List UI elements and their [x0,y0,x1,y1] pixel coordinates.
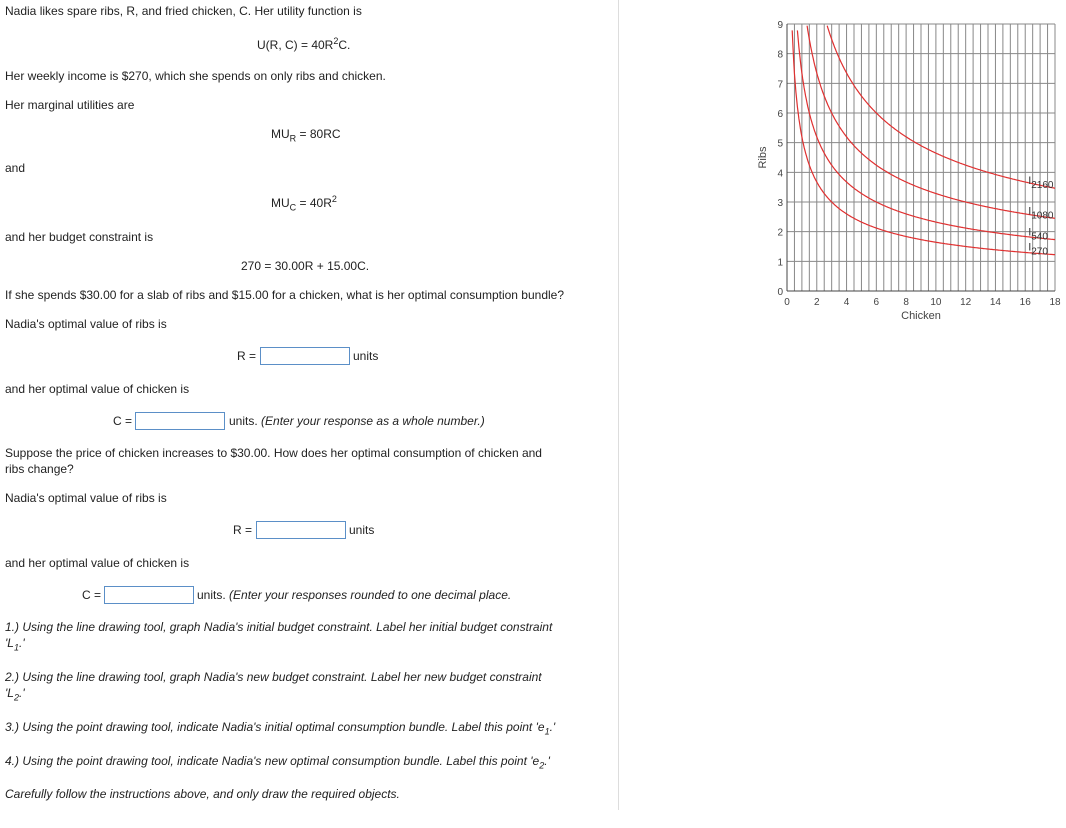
c-label-1: C = [113,414,133,428]
panel-divider [618,0,619,810]
question-2-line-2: ribs change? [5,462,74,476]
ribs-prompt-2: Nadia's optimal value of ribs is [5,491,167,505]
step-4: 4.) Using the point drawing tool, indicate Nadia's new optimal consumption bundle. Label this point '$e_2$.' [5,754,550,771]
budget-equation: 270 = 30.00R + 15.00C. [241,259,370,273]
step-1-line-2: '$L_1$.' [5,636,25,653]
y-tick-label: 0 [777,287,783,298]
question-2-line-1: Suppose the price of chicken increases to $30.00. How does her optimal consumption of chicken and [5,446,542,460]
mu-r-equation: $MU_R = 80RC$ [271,127,341,144]
y-tick-label: 1 [777,257,783,269]
x-tick-label: 2 [813,297,820,308]
y-tick-label: 2 [777,227,783,239]
curve-label-2160: I2160 [1028,175,1054,192]
y-axis-label: Ribs [757,146,769,169]
utility-equation: U(R, $C) = 40R^2C$. [257,36,351,52]
x-tick-label: 12 [960,297,972,308]
question-1: If she spends $30.00 for a slab of ribs and $15.00 for a chicken, what is her optimal consumption bundle? [5,288,565,302]
and-text: and [5,161,26,175]
x-tick-label: 10 [930,297,942,308]
income-text: Her weekly income is $270, which she spends on only ribs and chicken. [5,69,386,83]
x-tick-label: 4 [843,297,850,308]
x-tick-label: 8 [903,297,909,308]
chicken-prompt-1: and her optimal value of chicken is [5,382,190,396]
budget-intro-text: and her budget constraint is [5,230,154,244]
chicken-answer-2[interactable] [104,586,194,604]
units-hint-1: units. (Enter your response as a whole number.) [229,414,485,428]
step-2-line-1: 2.) Using the line drawing tool, graph Nadia's new budget constraint. Label her new budget constraint [5,670,542,684]
x-tick-label: 16 [1019,297,1031,308]
y-tick-label: 9 [777,20,783,31]
curve-label-1080: I1080 [1028,205,1054,222]
units-hint-2: units. (Enter your responses rounded to one decimal place. [197,588,512,602]
x-tick-label: 14 [989,297,1002,308]
y-tick-label: 4 [777,168,783,180]
y-tick-label: 5 [777,138,783,150]
mu-c-equation: $MU_C = 40R^2$ [271,194,337,213]
ribs-answer-1[interactable] [260,347,350,365]
y-tick-label: 7 [777,79,783,91]
curve-label-540: I540 [1028,226,1048,243]
units-label-1: units [353,349,379,363]
r-label-1: R = [237,349,257,363]
chicken-prompt-2: and her optimal value of chicken is [5,556,190,570]
step-2-line-2: '$L_2$.' [5,686,25,703]
indifference-curve-graph[interactable] [750,10,1066,330]
c-label-2: C = [82,588,102,602]
step-1-line-1: 1.) Using the line drawing tool, graph Nadia's initial budget constraint. Label her initial budget constraint [5,620,553,634]
ribs-prompt-1: Nadia's optimal value of ribs is [5,317,167,331]
mu-intro-text: Her marginal utilities are [5,98,135,112]
intro-text: Nadia likes spare ribs, R, and fried chicken, C. Her utility function is [5,4,362,18]
x-tick-label: 6 [873,297,880,308]
x-axis-label: Chicken [901,310,941,322]
x-tick-label: 0 [784,297,790,308]
y-tick-label: 8 [777,49,783,61]
r-label-2: R = [233,523,253,537]
indifference-curve-540 [797,30,1055,239]
y-tick-label: 6 [777,109,783,120]
units-label-2: units [349,523,375,537]
ribs-answer-2[interactable] [256,521,346,539]
chicken-answer-1[interactable] [135,412,225,430]
curve-label-270: I270 [1028,241,1048,258]
final-note: Carefully follow the instructions above, and only draw the required objects. [5,787,400,801]
y-tick-label: 3 [777,198,783,209]
x-tick-label: 18 [1049,297,1061,308]
step-3: 3.) Using the point drawing tool, indicate Nadia's initial optimal consumption bundle. Label this point '$e_1$.' [5,720,556,737]
